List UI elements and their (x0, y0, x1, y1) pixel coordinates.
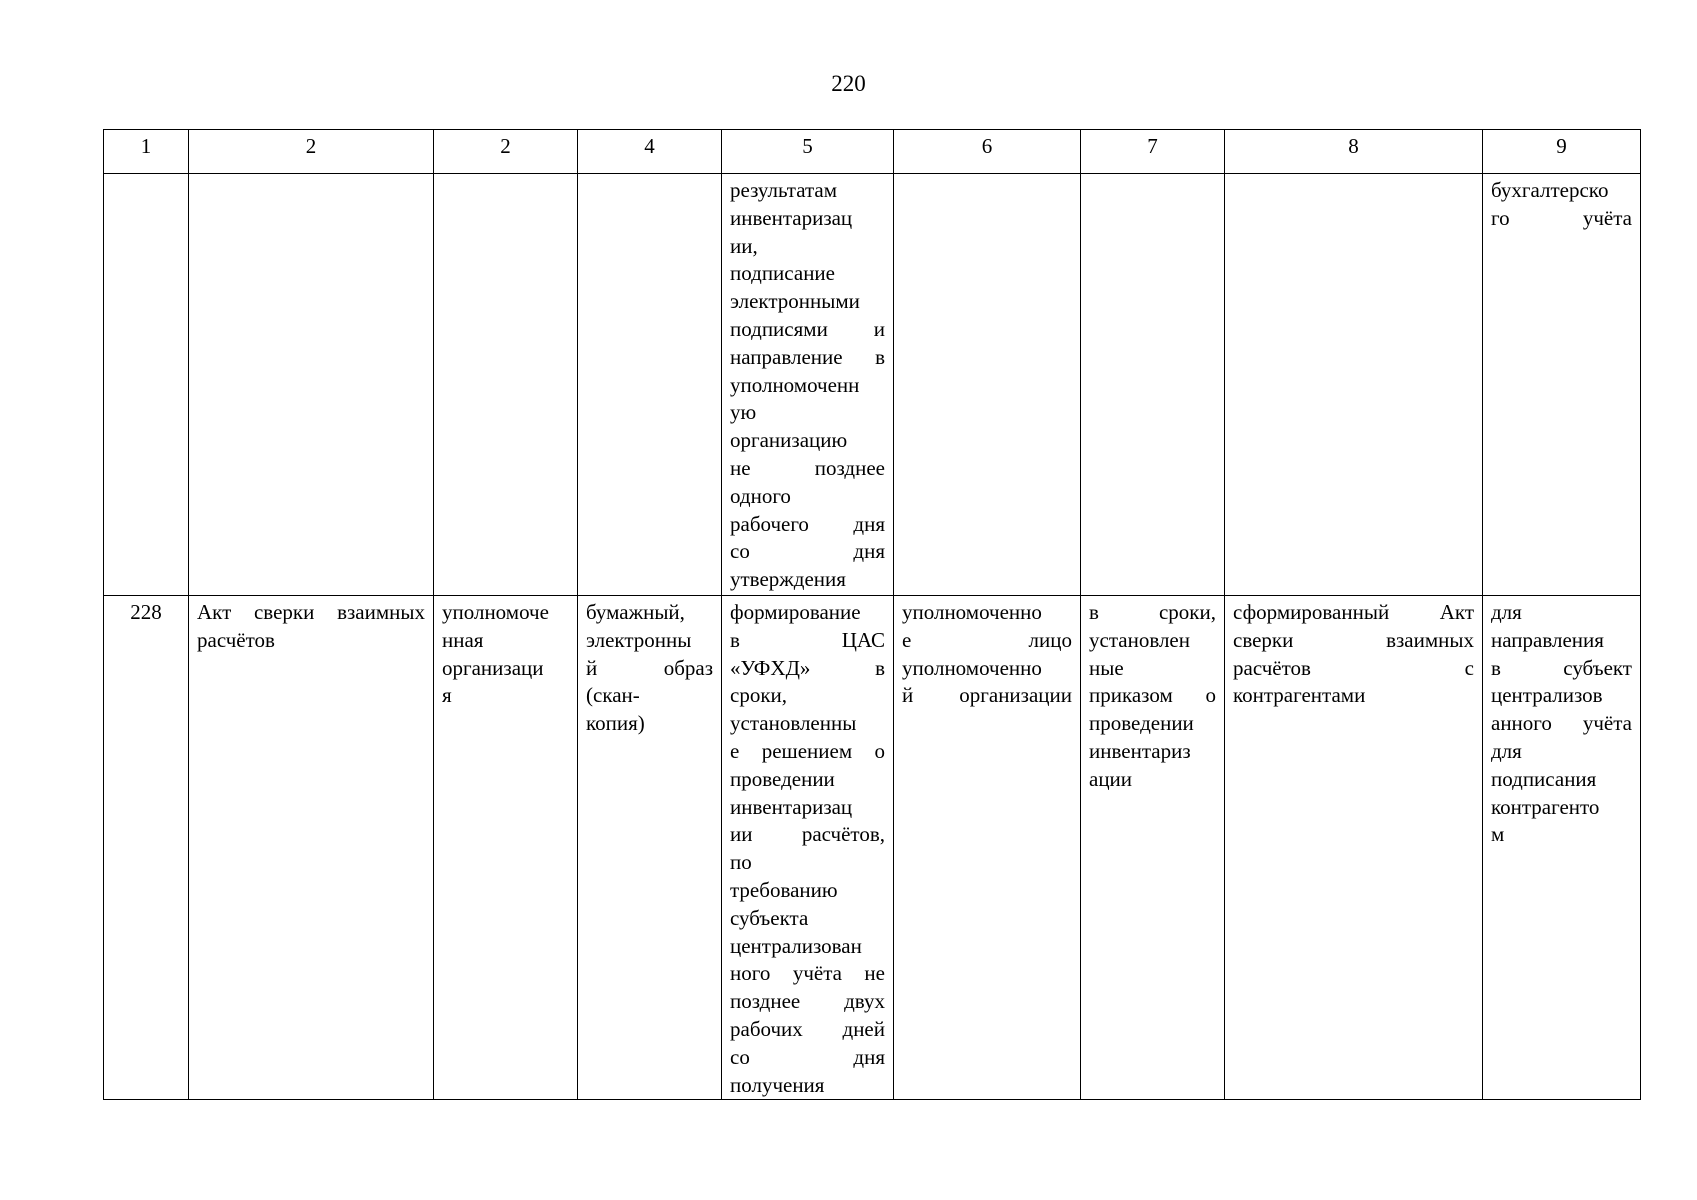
cell-text-line: я (442, 683, 452, 708)
header-cell-5: 5 (722, 130, 894, 174)
header-cell-6: 6 (894, 130, 1081, 174)
cell-text-line: сформированный Акт (1233, 600, 1474, 624)
cell-text-line: результатам (730, 178, 838, 202)
cell-text-line: централизован (730, 933, 862, 958)
cell-text-line: субъекта (730, 905, 809, 930)
cell-text-line: электронными (730, 289, 860, 314)
cell-text-line: инвентаризац (730, 794, 853, 819)
table-row (104, 596, 1641, 1100)
cell-text-line: со дня (730, 539, 885, 564)
cell-text-line: формирование (730, 600, 861, 624)
cell-text-line: приказом о (1089, 683, 1216, 708)
deadline-cell (1081, 174, 1225, 596)
cell-text-line: в сроки, (1089, 600, 1216, 624)
cell-text-line: одного (730, 483, 791, 508)
responsible-person-cell (894, 174, 1081, 596)
cell-text-line: установленны (730, 711, 857, 736)
procedure-cell (722, 174, 894, 596)
result-cell (1225, 596, 1483, 1100)
cell-text-line: рабочего дня (730, 511, 885, 536)
cell-text-line: е лицо (902, 627, 1072, 652)
cell-text-line: «УФХД» в (730, 655, 885, 680)
cell-text-line: (скан- (586, 683, 640, 708)
responsible-org-cell (434, 174, 578, 596)
cell-text-line: направления (1491, 627, 1604, 652)
cell-text-line: уполномоченн (730, 372, 860, 397)
table-header-row (104, 130, 1641, 174)
cell-text-line: подписание (730, 261, 835, 286)
procedure-cell (722, 596, 894, 1100)
deadline-cell (1081, 596, 1225, 1100)
cell-text-line: ую (730, 400, 757, 425)
cell-text-line: подписями и (730, 316, 885, 341)
document-table (103, 129, 1641, 1100)
cell-text-line: позднее двух (730, 989, 885, 1014)
cell-text-line: уполномоченно (902, 600, 1042, 624)
cell-text-line: уполномоче (442, 600, 549, 624)
cell-text-line: централизов (1491, 683, 1603, 708)
cell-text-line: расчётов с (1233, 655, 1474, 680)
cell-text-line: ные (1089, 655, 1124, 680)
cell-text-line: контрагенто (1491, 794, 1600, 819)
cell-text-line: й организации (902, 683, 1072, 708)
cell-text-line: организацию (730, 428, 848, 453)
cell-text-line: го учёта (1491, 205, 1632, 230)
header-cell-7: 7 (1081, 130, 1225, 174)
cell-text-line: бухгалтерско (1491, 178, 1609, 202)
cell-text-line: анного учёта (1491, 711, 1632, 736)
row-number-cell (104, 174, 189, 596)
cell-text-line: м (1491, 822, 1505, 847)
header-cell-1: 1 (104, 130, 189, 174)
cell-text-line: получения (730, 1072, 825, 1097)
cell-text-line: по (730, 850, 752, 875)
cell-text-line: бумажный, (586, 600, 685, 624)
header-cell-3: 2 (434, 130, 578, 174)
cell-text-line: со дня (730, 1044, 885, 1069)
responsible-org-cell (434, 596, 578, 1100)
cell-text-line: копия) (586, 711, 645, 736)
document-name-cell (189, 596, 434, 1100)
table-row (104, 174, 1641, 596)
cell-text-line: контрагентами (1233, 683, 1366, 708)
cell-text-line: утверждения (730, 567, 846, 592)
cell-text-line: в ЦАС (730, 627, 885, 652)
cell-text-line: для (1491, 738, 1522, 763)
header-cell-8: 8 (1225, 130, 1483, 174)
cell-text-line: е решением о (730, 738, 885, 763)
cell-text-line: ии расчётов, (730, 822, 885, 847)
cell-text-line: направление в (730, 344, 885, 369)
document-name-cell (189, 174, 434, 596)
purpose-cell (1483, 596, 1641, 1100)
cell-text-line: подписания (1491, 766, 1597, 791)
cell-text-line: установлен (1089, 627, 1190, 652)
cell-text-line: не позднее (730, 455, 885, 480)
cell-text-line: в субъект (1491, 655, 1632, 680)
cell-text-line: сверки взаимных (1233, 627, 1474, 652)
purpose-cell (1483, 174, 1641, 596)
header-cell-9: 9 (1483, 130, 1641, 174)
cell-text-line: требованию (730, 877, 838, 902)
responsible-person-cell (894, 596, 1081, 1100)
cell-text-line: инвентариз (1089, 738, 1191, 763)
row-number-cell: 228 (104, 596, 189, 1100)
cell-text-line: электронны (586, 627, 692, 652)
cell-text-line: организаци (442, 655, 544, 680)
cell-text-line: ного учёта не (730, 961, 885, 986)
cell-text-line: й образ (586, 655, 713, 680)
cell-text-line: для (1491, 600, 1522, 624)
cell-text-line: расчётов (197, 627, 275, 652)
cell-text-line: ии, (730, 233, 758, 258)
result-cell (1225, 174, 1483, 596)
document-form-cell (578, 174, 722, 596)
cell-text-line: проведении (730, 766, 835, 791)
header-cell-4: 4 (578, 130, 722, 174)
cell-text-line: Акт сверки взаимных (197, 600, 425, 624)
header-cell-2: 2 (189, 130, 434, 174)
page-number: 220 (831, 71, 866, 96)
cell-text-line: ации (1089, 766, 1133, 791)
cell-text-line: проведении (1089, 711, 1194, 736)
cell-text-line: рабочих дней (730, 1016, 885, 1041)
cell-text-line: нная (442, 627, 484, 652)
cell-text-line: инвентаризац (730, 205, 853, 230)
cell-text-line: уполномоченно (902, 655, 1042, 680)
document-form-cell (578, 596, 722, 1100)
cell-text-line: сроки, (730, 683, 788, 708)
